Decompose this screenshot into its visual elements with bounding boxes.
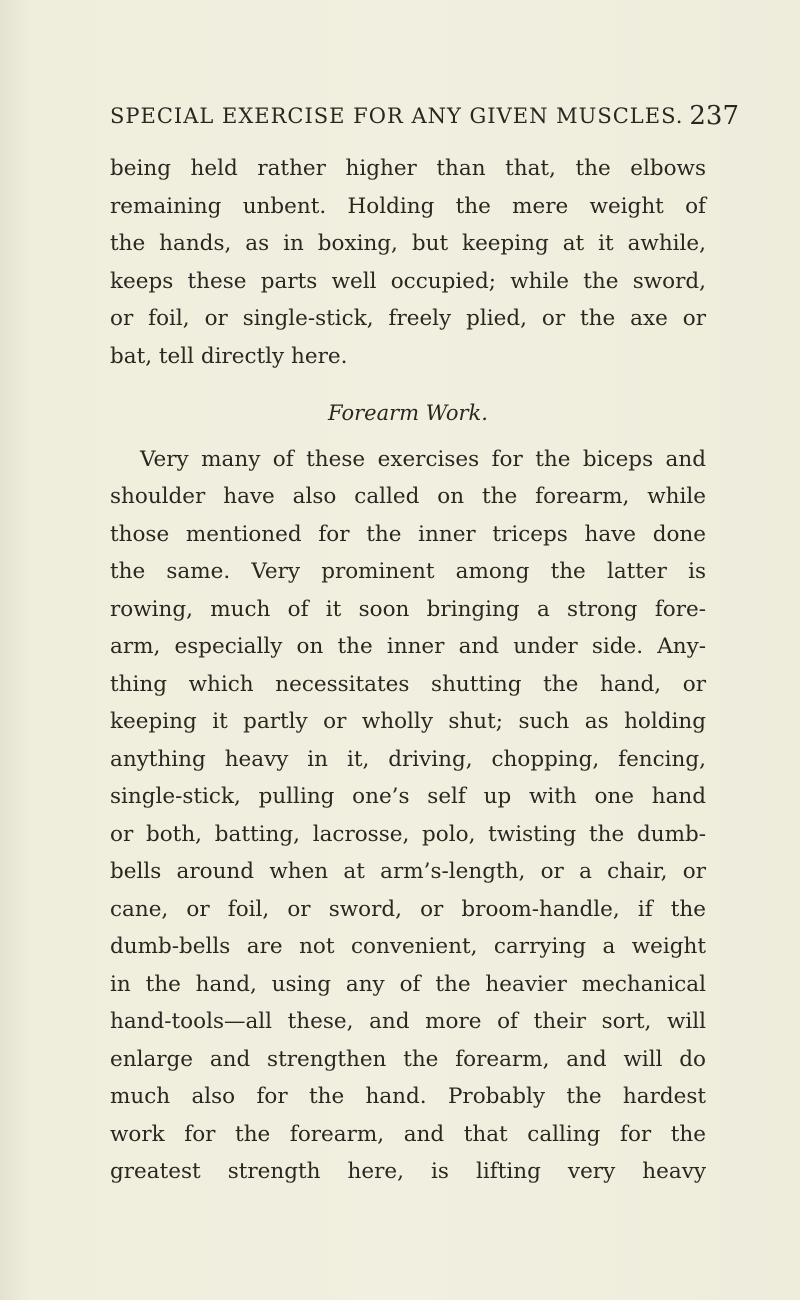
text-line: work for the forearm, and that calling for the [110,1121,706,1147]
running-head-title: SPECIAL EXERCISE FOR ANY GIVEN MUSCLES. [110,104,684,128]
text-line: or both, batting, lacrosse, polo, twisting the dumb- [110,821,706,847]
text-line: being held rather higher than that, the elbows [110,156,706,181]
text-line: or foil, or single-stick, freely plied, or the axe or [110,306,706,331]
text-line: greatest strength here, is lifting very heavy [110,1159,706,1184]
text-line: single-stick, pulling one’s self up with one hand [110,784,706,809]
paragraph-2 [110,441,706,1191]
text-line: enlarge and strengthen the forearm, and will do [110,1046,706,1072]
body-text [110,150,706,1191]
text-line: bat, tell directly here. [110,343,348,369]
text-line: cane, or foil, or sword, or broom-handle, if the [110,896,706,922]
text-line: anything heavy in it, driving, chopping, fencing, [110,746,706,772]
text-line: in the hand, using any of the heavier mechanical [110,971,706,997]
text-line: remaining unbent. Holding the mere weight of [110,193,706,219]
text-line: keeping it partly or wholly shut; such as holding [110,709,706,734]
text-line: hand-tools—all these, and more of their sort, will [110,1009,706,1034]
text-line: the same. Very prominent among the latter is [110,559,706,584]
text-line: shoulder have also called on the forearm, while [110,484,706,509]
text-line: the hands, as in boxing, but keeping at it awhile, [110,231,706,256]
section-heading: Forearm Work. [328,401,488,425]
text-line: keeps these parts well occupied; while the sword, [110,268,706,294]
text-line: thing which necessitates shutting the hand, or [110,671,706,697]
text-line: much also for the hand. Probably the hardest [110,1084,706,1109]
page-number: 237 [689,101,740,131]
text-line: dumb-bells are not convenient, carrying a weight [110,934,706,959]
text-line: those mentioned for the inner triceps have done [110,521,706,547]
text-line: rowing, much of it soon bringing a strong fore- [110,596,706,622]
paragraph-1 [110,150,706,375]
running-head [110,100,740,131]
text-line: arm, especially on the inner and under side. Any- [110,634,706,659]
text-line: Very many of these exercises for the biceps and [140,446,706,472]
text-line: bells around when at arm’s-length, or a chair, or [110,859,706,884]
